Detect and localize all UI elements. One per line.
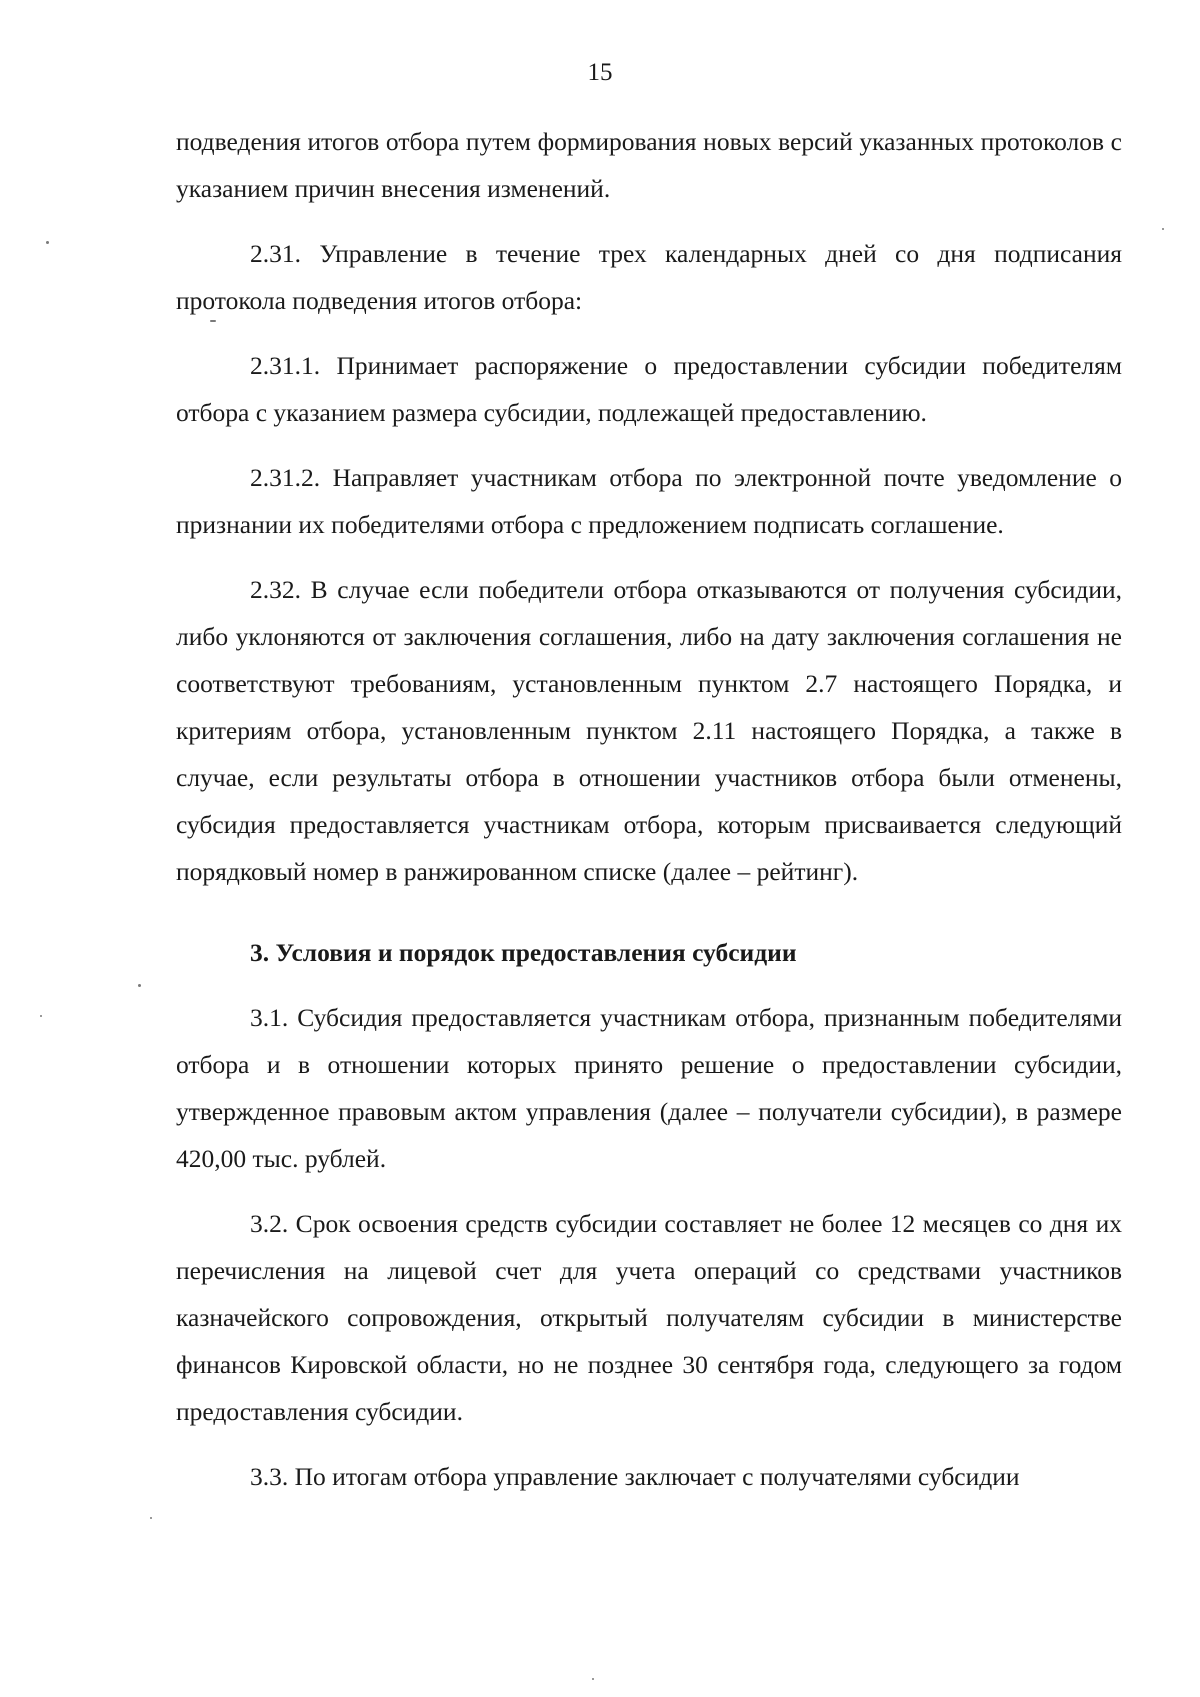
- paragraph-3-3: 3.3. По итогам отбора управление заключает с получателями субсидии: [250, 1462, 1020, 1491]
- document-body: [176, 118, 1122, 1518]
- paragraph-2-31: 2.31. Управление в течение трех календарных дней со дня подписания протокола подведения итогов отбора:: [176, 239, 1122, 315]
- paragraph-3-2: 3.2. Срок освоения средств субсидии составляет не более 12 месяцев со дня их перечисления на лицевой счет для учета операций со средствами участников казначейского сопровождения, открытый получателям субсидии в министерстве финансов Кировской области, но не позднее 30 сентября года, следующего за годом предоставления субсидии.: [176, 1209, 1122, 1426]
- paragraph-continuation: подведения итогов отбора путем формирования новых версий указанных протоколов с указанием причин внесения изменений.: [176, 127, 1122, 203]
- scan-speck: [138, 984, 141, 987]
- page-number: 15: [587, 59, 613, 86]
- paragraph-2-31-2: 2.31.2. Направляет участникам отбора по электронной почте уведомление о признании их победителями отбора с предложением подписать соглашение.: [176, 463, 1122, 539]
- scan-speck: [40, 1015, 42, 1017]
- scan-speck: [592, 1678, 594, 1680]
- scan-speck: [1162, 228, 1164, 230]
- scan-speck: [210, 320, 216, 322]
- paragraph-2-31-1: 2.31.1. Принимает распоряжение о предоставлении субсидии победителям отбора с указанием размера субсидии, подлежащей предоставлению.: [176, 351, 1122, 427]
- paragraph-3-1: 3.1. Субсидия предоставляется участникам отбора, признанным победителями отбора и в отношении которых принято решение о предоставлении субсидии, утвержденное правовым актом управления (далее – получатели субсидии), в размере 420,00 тыс. рублей.: [176, 1003, 1122, 1173]
- paragraph-2-32: 2.32. В случае если победители отбора отказываются от получения субсидии, либо уклоняются от заключения соглашения, либо на дату заключения соглашения не соответствуют требованиям, установленным пунктом 2.7 настоящего Порядка, и критериям отбора, установленным пунктом 2.11 настоящего Порядка, а также в случае, если результаты отбора в отношении участников отбора были отменены, субсидия предоставляется участникам отбора, которым присваивается следующий порядковый номер в ранжированном списке (далее – рейтинг).: [176, 575, 1122, 886]
- scan-speck: [46, 241, 49, 244]
- scan-speck: [150, 1517, 152, 1519]
- section-3-heading: 3. Условия и порядок предоставления субсидии: [250, 938, 797, 967]
